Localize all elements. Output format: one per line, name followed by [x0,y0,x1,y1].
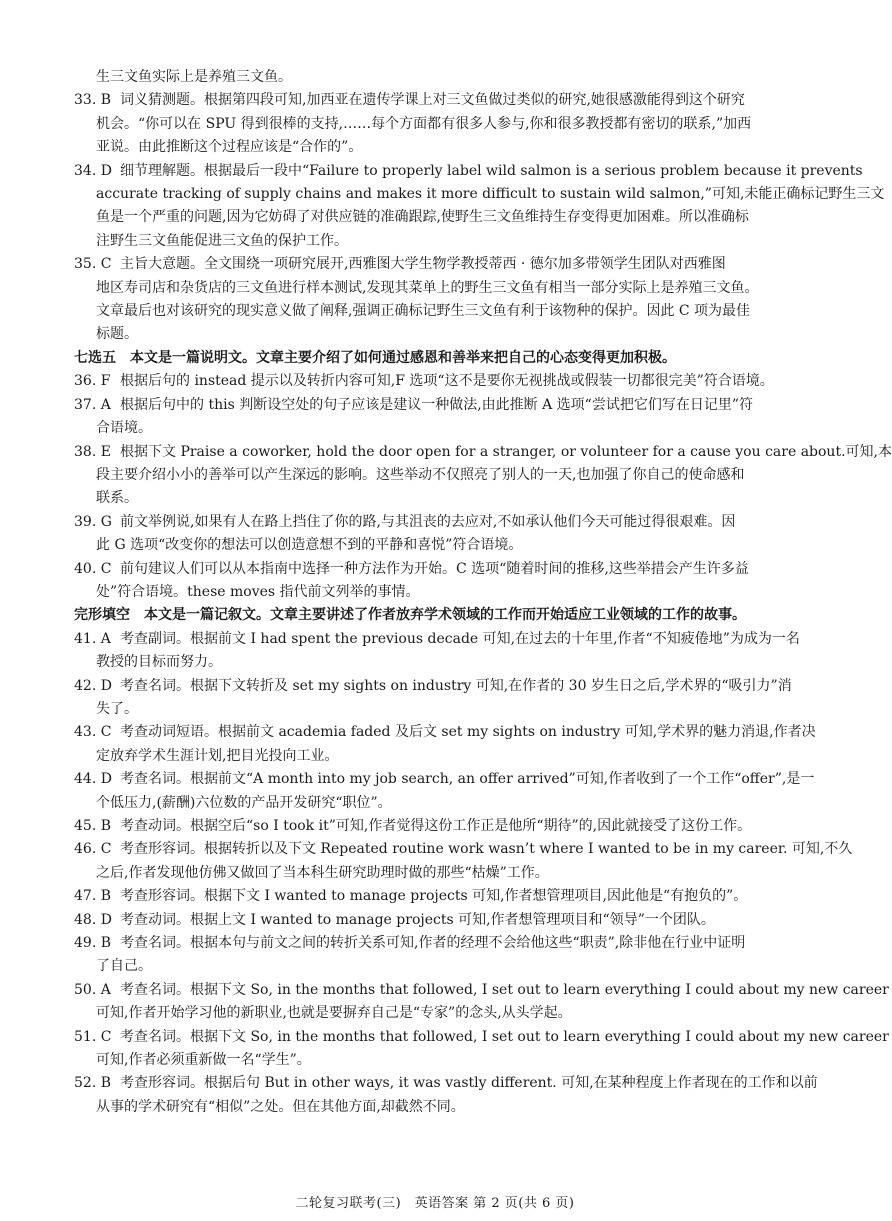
question-number: 34. D [74,162,112,179]
answer-continuation-line [74,698,796,721]
answer-item [74,628,800,675]
answer-item [74,441,892,511]
answer-text: 主旨大意题。全文围绕一项研究展开,西雅图大学生物学教授蒂西 · 德尔加多带领学生团队对西雅图 [120,256,726,273]
answer-text: 个低压力,(薪酬)六位数的产品开发研究“职位”。 [96,794,392,811]
answer-text: 考查动词。根据空后“so I took it”可知,作者觉得这份工作正是他所“期待”的,因此就接受了这份工作。 [120,818,752,834]
question-number: 45. B [74,818,112,834]
question-number: 37. A [74,396,111,413]
answer-text: 鱼是一个严重的问题,因为它妨碍了对供应链的准确跟踪,使野生三文鱼维持生存变得更加困难。所以准确标 [96,209,749,226]
answer-text: 失了。 [96,700,138,717]
answer-first-line [74,558,796,581]
answer-item [74,370,796,393]
answer-text: 考查名词。根据下文 So, in the months that followed, I set out to learn everything I could about my new career [120,981,889,998]
answer-text: 考查名词。根据下文 So, in the months that followed, I set out to learn everything I could about my new career [120,1028,889,1045]
question-number: 33. B [74,92,112,109]
answer-text: 段主要介绍小小的善举可以产生深远的影响。这些举动不仅照亮了别人的一天,也加强了你自己的使命感和 [96,466,745,483]
question-number: 49. B [74,935,112,952]
answer-continuation-line [74,862,796,885]
question-number: 41. A [74,630,111,647]
answer-first-line [74,441,892,464]
answer-continuation-line [74,136,796,159]
answer-continuation-line [74,277,796,300]
continuation-line: 生三文鱼实际上是养殖三文鱼。 [96,69,292,85]
answer-item [74,1072,818,1119]
answer-item [74,160,885,254]
answer-first-line [74,721,816,744]
answer-text: 此 G 选项“改变你的想法可以创造意想不到的平静和喜悦”符合语境。 [96,537,523,554]
answer-first-line [74,838,853,861]
question-number: 40. C [74,560,112,577]
answer-first-line [74,815,796,838]
answer-item [74,838,853,885]
answer-first-line [74,675,796,698]
answer-text: 了自己。 [96,958,152,975]
answer-text: 考查名词。根据本句与前文之间的转折关系可知,作者的经理不会给他这些“职责”,除非他在行业中证明 [120,935,746,952]
answer-item [74,721,816,768]
answer-first-line [74,932,796,955]
answer-item [74,675,796,722]
answer-text: 机会。“你可以在 SPU 得到很棒的支持,……每个方面都有很多人参与,你和很多教授都有密切的联系,”加西 [96,115,752,132]
answer-first-line [74,253,796,276]
answer-text: 考查名词。根据下文转折及 set my sights on industry 可知,在作者的 30 岁生日之后,学术界的“吸引力”消 [120,677,792,694]
answer-continuation-line [74,1049,796,1072]
question-number: 39. G [74,513,112,530]
question-number: 46. C [74,841,112,858]
answer-text: 亚说。由此推断这个过程应该是“合作的”。 [96,139,363,156]
answer-text: 地区寿司店和杂货店的三文鱼进行样本测试,发现其菜单上的野生三文鱼有相当一部分实际上是养殖三文鱼。 [96,279,759,296]
answer-text: 前句建议人们可以从本指南中选择一种方法作为开始。C 选项“随着时间的推移,这些举措会产生许多益 [120,560,749,577]
answer-text: 考查形容词。根据下文 I wanted to manage projects 可知,作者想管理项目,因此他是“有抱负的”。 [120,888,748,905]
answer-text: 考查名词。根据前文“A month into my job search, an offer arrived”可知,作者收到了一个工作“offer”,是一 [120,771,815,788]
answer-continuation-line [74,206,796,229]
question-number: 50. A [74,981,111,998]
answer-item [74,394,796,441]
answer-first-line [74,89,796,112]
answer-continuation-line [74,745,796,768]
answer-item [74,768,815,815]
question-number: 48. D [74,911,112,928]
answer-item [74,253,796,347]
answer-text: 根据下文 Praise a coworker, hold the door open for a stranger, or volunteer for a cause you care about.可知,本 [120,443,892,460]
answer-text: 之后,作者发现他仿佛又做回了当本科生研究助理时做的那些“枯燥”工作。 [96,864,549,881]
answer-continuation-line [74,417,796,440]
answer-text: 前文举例说,如果有人在路上挡住了你的路,与其沮丧的去应对,不如承认他们今天可能过得很艰难。因 [120,513,736,530]
answer-text: 考查副词。根据前文 I had spent the previous decade 可知,在过去的十年里,作者“不知疲倦地”为成为一名 [120,630,800,647]
answer-text: 考查动词短语。根据前文 academia faded 及后文 set my sights on industry 可知,学术界的魅力消退,作者决 [120,724,816,741]
answer-continuation-line [74,792,796,815]
answer-continuation-line [74,581,796,604]
answer-continuation-line [74,955,796,978]
answer-text: 注野生三文鱼能促进三文鱼的保护工作。 [96,232,348,249]
answer-content [74,66,892,1119]
question-number: 52. B [74,1075,112,1092]
question-number: 38. E [74,443,111,460]
answer-text: 文章最后也对该研究的现实意义做了阐释,强调正确标记野生三文鱼有利于该物种的保护。因此 C 项为最佳 [96,303,751,320]
answer-first-line [74,909,796,932]
question-number: 44. D [74,771,112,788]
answer-item [74,511,796,558]
answer-first-line [74,370,796,393]
answer-item [74,979,889,1026]
answer-text: 可知,作者开始学习他的新职业,也就是要摒弃自己是“专家”的念头,从头学起。 [96,1005,572,1022]
answer-item [74,1026,889,1073]
page-footer: 二轮复习联考(三) 英语答案 第 2 页(共 6 页) [295,1196,575,1211]
answer-text: 细节理解题。根据最后一段中“Failure to properly label wild salmon is a serious problem because it prevents [120,162,863,179]
answer-continuation-line [74,183,885,206]
answer-first-line [74,394,796,417]
answer-text: 根据后句中的 this 判断设空处的句子应该是建议一种做法,由此推断 A 选项“尝试把它们写在日记里”符 [120,396,753,413]
section-heading-seven-choose-five: 七选五 本文是一篇说明文。文章主要介绍了如何通过感恩和善举来把自己的心态变得更加积极。 [74,349,676,366]
answer-text: accurate tracking of supply chains and makes it more difficult to sustain wild salmon,”可知,未能正确标记野生三文 [96,186,885,203]
answer-continuation-line [74,230,796,253]
answer-continuation-line [74,1096,796,1119]
answer-text: 处”符合语境。these moves 指代前文列举的事情。 [96,583,420,600]
answer-continuation-line [74,534,796,557]
section-heading-cloze: 完形填空 本文是一篇记叙文。文章主要讲述了作者放弃学术领域的工作而开始适应工业领域的工作的故事。 [74,607,746,624]
answer-first-line [74,1026,889,1049]
answer-item [74,909,796,932]
answer-first-line [74,1072,818,1095]
answer-item [74,932,796,979]
answer-first-line [74,979,889,1002]
question-number: 51. C [74,1028,112,1045]
answer-continuation-line [74,113,796,136]
answer-text: 考查动词。根据上文 I wanted to manage projects 可知,作者想管理项目和“领导”一个团队。 [120,911,715,928]
answer-first-line [74,768,815,791]
question-number: 35. C [74,256,112,273]
answer-text: 词义猜测题。根据第四段可知,加西亚在遗传学课上对三文鱼做过类似的研究,她很感激能得到这个研究 [120,92,745,109]
answer-text: 教授的目标而努力。 [96,654,222,671]
question-number: 36. F [74,373,111,390]
answer-item [74,815,796,838]
answer-first-line [74,628,800,651]
answer-text: 考查形容词。根据后句 But in other ways, it was vastly different. 可知,在某种程度上作者现在的工作和以前 [120,1075,818,1092]
answer-continuation-line [74,651,796,674]
answer-first-line [74,160,863,183]
answer-continuation-line [74,323,796,346]
question-number: 43. C [74,724,112,741]
answer-text: 考查形容词。根据转折以及下文 Repeated routine work wasn’t where I wanted to be in my career. 可知,不久 [120,841,853,858]
question-number: 47. B [74,888,112,905]
answer-item [74,558,796,605]
answer-text: 联系。 [96,490,138,507]
answer-text: 根据后句的 instead 提示以及转折内容可知,F 选项“这不是要你无视挑战或假装一切都很完美”符合语境。 [120,373,774,390]
answer-text: 合语境。 [96,420,152,437]
answer-continuation-line [74,300,796,323]
answer-text: 标题。 [96,326,138,343]
answer-item [74,89,796,159]
answer-text: 定放弃学术生涯计划,把目光投向工业。 [96,747,339,764]
answer-text: 从事的学术研究有“相似”之处。但在其他方面,却截然不同。 [96,1098,465,1115]
answer-continuation-line [74,1002,796,1025]
question-number: 42. D [74,677,112,694]
answer-first-line [74,885,796,908]
answer-first-line [74,511,796,534]
answer-continuation-line [74,487,796,510]
answer-text: 可知,作者必须重新做一名“学生”。 [96,1052,311,1069]
answer-item [74,885,796,908]
answer-continuation-line [74,464,796,487]
